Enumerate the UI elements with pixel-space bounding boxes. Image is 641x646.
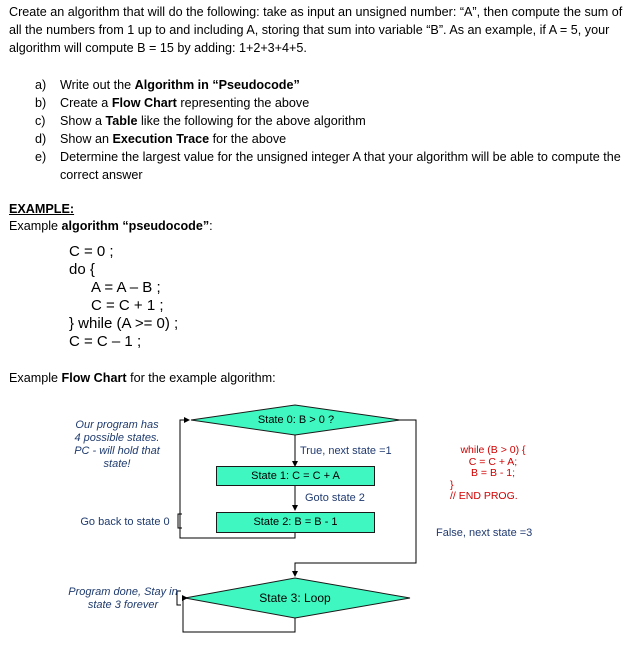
- code-line: C = 0 ;: [69, 243, 114, 260]
- states-note: Our program has 4 possible states. PC - will hold that state!: [74, 419, 160, 470]
- state3-label: State 3: Loop: [259, 591, 331, 605]
- problem-statement: Create an algorithm that will do the following: take as input an unsigned number: “A”, then compute the sum of all the numbers from 1 up to and including A, storing that sum into variable “B”. As an example, if A = 5, your algorithm will compute B = 15 by adding: 1+2+3+4+5.: [9, 5, 623, 55]
- example-sub-bold: algorithm “pseudocode”: [61, 219, 210, 233]
- example-heading: EXAMPLE:: [9, 202, 75, 216]
- goto-note: Go back to state 0: [80, 516, 170, 528]
- task-bold: Flow Chart: [111, 96, 177, 110]
- state1-box: State 1: C = C + A: [216, 466, 375, 486]
- task-text-post: representing the above: [176, 96, 310, 110]
- task-text: Determine the largest value for the unsigned integer A that your algorithm will be able to compute the correct answer: [60, 150, 621, 182]
- task-text-post: like the following for the above algorithm: [137, 114, 366, 128]
- task-bold: Algorithm in “Pseudocode”: [134, 78, 300, 92]
- flow-title-pre: Example: [9, 371, 62, 385]
- code-line: } while (A >= 0) ;: [69, 315, 179, 332]
- task-text-post: for the above: [209, 132, 287, 146]
- task-marker: a): [35, 78, 47, 92]
- code-line: A = A – B ;: [91, 279, 161, 296]
- task-text: Show an: [60, 132, 113, 146]
- state0-label: State 0: B > 0 ?: [257, 414, 335, 426]
- flow-title-bold: Flow Chart: [61, 371, 127, 385]
- code-snippet-line: C = C + A;: [468, 455, 518, 468]
- example-sub-post: :: [209, 219, 213, 233]
- task-marker: c): [35, 114, 46, 128]
- code-snippet-line: while (B > 0) {: [460, 444, 526, 456]
- task-marker: b): [35, 96, 47, 110]
- code-snippet-line: B = B - 1;: [470, 467, 516, 479]
- task-text: Show a: [60, 114, 106, 128]
- code-snippet-line: }: [450, 478, 454, 491]
- done-note: Program done, Stay in state 3 forever: [68, 586, 178, 611]
- code-line: C = C + 1 ;: [91, 297, 164, 314]
- task-marker: d): [35, 132, 47, 146]
- task-marker: e): [35, 150, 47, 164]
- task-text: Write out the: [60, 78, 135, 92]
- code-line: do {: [69, 261, 95, 278]
- task-bold: Table: [105, 114, 138, 128]
- task-text: Create a: [60, 96, 112, 110]
- code-snippet-line: // END PROG.: [450, 490, 518, 502]
- code-line: C = C – 1 ;: [69, 333, 142, 350]
- goto-label: Goto state 2: [305, 492, 365, 504]
- example-sub-pre: Example: [9, 219, 62, 233]
- true-branch-label: True, next state =1: [300, 445, 392, 457]
- state2-box: State 2: B = B - 1: [216, 512, 375, 533]
- flow-title-post: for the example algorithm:: [126, 371, 276, 385]
- code-snippet: [448, 445, 538, 503]
- task-bold: Execution Trace: [112, 132, 210, 146]
- false-branch-label: False, next state =3: [436, 527, 533, 539]
